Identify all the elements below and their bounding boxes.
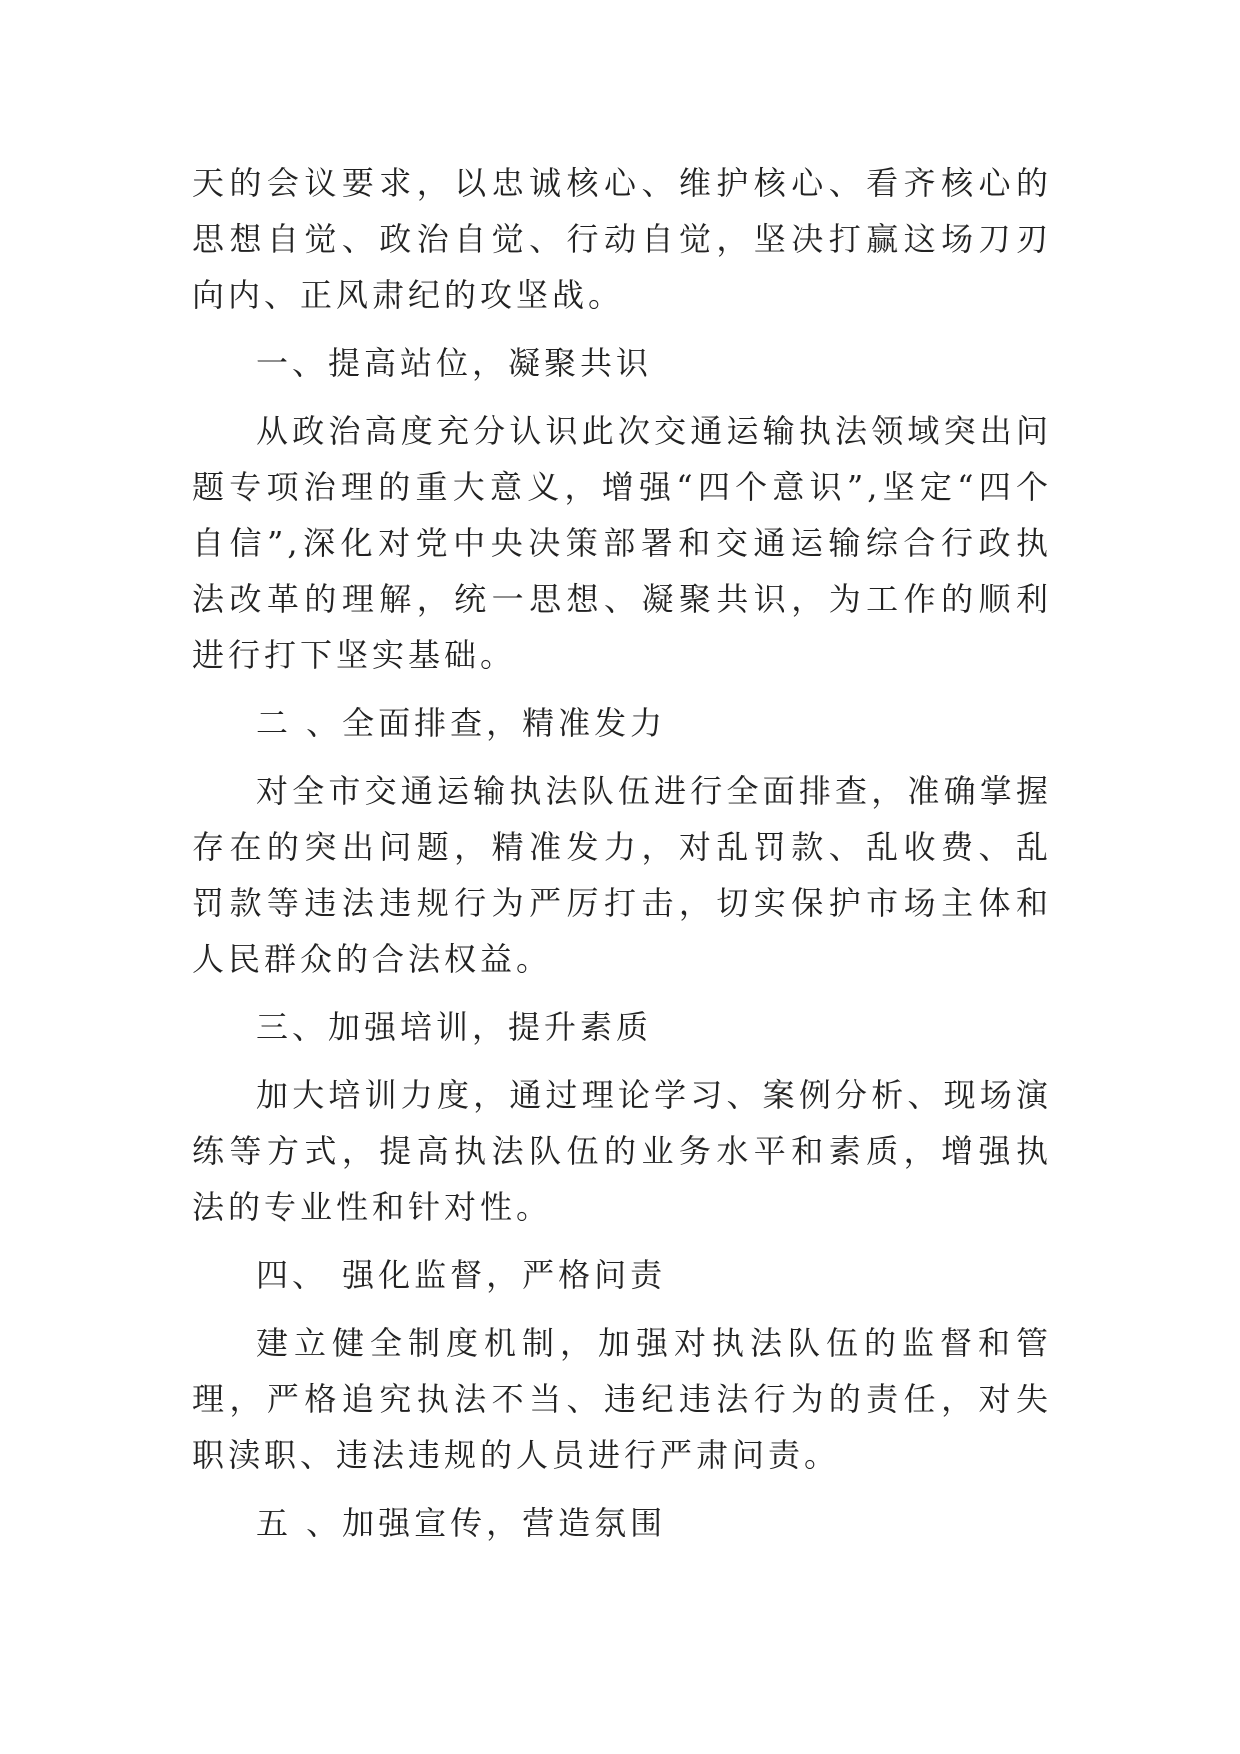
section-heading-1: 一、提高站位，凝聚共识 [256, 344, 653, 382]
section-heading-4: 四、 强化监督，严格问责 [256, 1256, 667, 1294]
section-heading-3: 三、加强培训，提升素质 [256, 1008, 653, 1046]
paragraph-2: 对全市交通运输执法队伍进行全面排查，准确掌握存在的突出问题，精准发力，对乱罚款、乱收费、乱罚款等违法违规行为严厉打击，切实保护市场主体和人民群众的合法权益。 [192, 772, 1052, 978]
section-heading-5: 五 、加强宣传，营造氛围 [256, 1504, 667, 1542]
paragraph-4: 建立健全制度机制，加强对执法队伍的监督和管理，严格追究执法不当、违纪违法行为的责任，对失职渎职、违法违规的人员进行严肃问责。 [192, 1324, 1052, 1474]
section-heading-2: 二 、全面排查，精准发力 [256, 704, 667, 742]
paragraph-3: 加大培训力度，通过理论学习、案例分析、现场演练等方式，提高执法队伍的业务水平和素质，增强执法的专业性和针对性。 [192, 1076, 1052, 1226]
paragraph-1: 从政治高度充分认识此次交通运输执法领域突出问题专项治理的重大意义，增强“四个意识”,坚定“四个自信”,深化对党中央决策部署和交通运输综合行政执法改革的理解，统一思想、凝聚共识，为工作的顺利进行打下坚实基础。 [192, 412, 1052, 674]
document-body [192, 155, 1052, 1563]
paragraph-continued: 天的会议要求，以忠诚核心、维护核心、看齐核心的思想自觉、政治自觉、行动自觉，坚决打赢这场刀刃向内、正风肃纪的攻坚战。 [192, 164, 1052, 314]
